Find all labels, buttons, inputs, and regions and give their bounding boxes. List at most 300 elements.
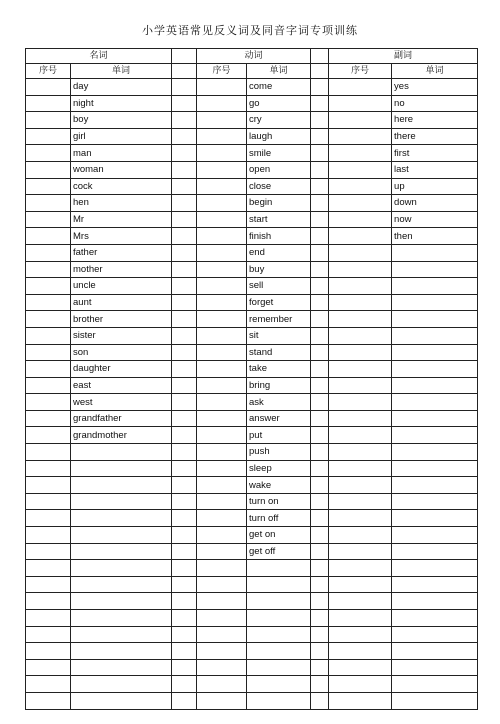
adverb-index-cell [329, 593, 392, 610]
adverb-index-cell [329, 161, 392, 178]
table-row [26, 427, 478, 444]
spacer-cell [311, 178, 329, 195]
spacer-cell [311, 128, 329, 145]
adverb-index-cell [329, 278, 392, 295]
spacer-cell [172, 543, 197, 560]
noun-index-cell [26, 145, 71, 162]
adverb-word-cell [392, 676, 478, 693]
adverb-word-cell [392, 593, 478, 610]
spacer-cell [311, 228, 329, 245]
noun-index-cell [26, 261, 71, 278]
spacer-cell [172, 344, 197, 361]
noun-index-cell [26, 79, 71, 96]
spacer-cell [311, 145, 329, 162]
spacer-cell [311, 278, 329, 295]
spacer-cell [311, 543, 329, 560]
spacer-cell [311, 643, 329, 660]
verb-word-cell [247, 692, 311, 709]
adverb-index-cell [329, 610, 392, 627]
noun-word-cell: hen [71, 195, 172, 212]
spacer-cell [311, 510, 329, 527]
noun-index-cell [26, 294, 71, 311]
verb-index-cell [197, 410, 247, 427]
verb-index-cell [197, 79, 247, 96]
adverb-index-cell [329, 659, 392, 676]
noun-word-cell [71, 659, 172, 676]
noun-index-cell [26, 95, 71, 112]
adverb-word-cell [392, 610, 478, 627]
spacer-cell [311, 460, 329, 477]
table-row [26, 643, 478, 660]
verb-index-cell [197, 178, 247, 195]
noun-word-cell: west [71, 394, 172, 411]
noun-index-cell [26, 211, 71, 228]
verb-word-cell: push [247, 444, 311, 461]
noun-index-cell [26, 377, 71, 394]
noun-index-cell [26, 112, 71, 129]
index-header: 序号 [197, 64, 247, 79]
noun-word-cell: aunt [71, 294, 172, 311]
noun-index-cell [26, 560, 71, 577]
spacer-cell [311, 49, 329, 64]
noun-word-cell: night [71, 95, 172, 112]
verb-index-cell [197, 394, 247, 411]
adverb-index-cell [329, 692, 392, 709]
verb-word-cell [247, 560, 311, 577]
verb-index-cell [197, 643, 247, 660]
verb-word-cell: start [247, 211, 311, 228]
adverb-index-cell [329, 410, 392, 427]
spacer-cell [172, 244, 197, 261]
verb-index-cell [197, 195, 247, 212]
adverb-word-cell [392, 560, 478, 577]
adverb-index-cell [329, 145, 392, 162]
verb-index-cell [197, 626, 247, 643]
noun-word-cell: cock [71, 178, 172, 195]
adverb-word-cell [392, 261, 478, 278]
spacer-cell [311, 195, 329, 212]
noun-word-cell [71, 477, 172, 494]
table-row [26, 626, 478, 643]
table-row [26, 527, 478, 544]
noun-index-cell [26, 643, 71, 660]
verb-index-cell [197, 427, 247, 444]
noun-word-cell [71, 560, 172, 577]
adverb-index-cell [329, 311, 392, 328]
spacer-cell [172, 444, 197, 461]
noun-word-cell [71, 676, 172, 693]
verb-word-cell: turn on [247, 493, 311, 510]
spacer-cell [311, 427, 329, 444]
noun-word-cell: girl [71, 128, 172, 145]
spacer-cell [311, 610, 329, 627]
adverb-word-cell [392, 576, 478, 593]
noun-word-cell: father [71, 244, 172, 261]
spacer-cell [311, 361, 329, 378]
noun-index-cell [26, 394, 71, 411]
adverb-word-cell: first [392, 145, 478, 162]
spacer-cell [311, 626, 329, 643]
spacer-cell [172, 510, 197, 527]
adverb-index-cell [329, 560, 392, 577]
adverb-index-cell [329, 344, 392, 361]
adverb-index-cell [329, 228, 392, 245]
spacer-cell [172, 211, 197, 228]
noun-word-cell: Mrs [71, 228, 172, 245]
spacer-cell [172, 377, 197, 394]
verb-index-cell [197, 261, 247, 278]
table-row [26, 692, 478, 709]
verb-index-cell [197, 560, 247, 577]
noun-index-cell [26, 593, 71, 610]
noun-word-cell [71, 626, 172, 643]
adverb-word-cell [392, 626, 478, 643]
table-row [26, 460, 478, 477]
spacer-cell [172, 361, 197, 378]
spacer-cell [311, 477, 329, 494]
verb-word-cell: close [247, 178, 311, 195]
adverb-index-cell [329, 477, 392, 494]
adverb-index-cell [329, 327, 392, 344]
noun-index-cell [26, 576, 71, 593]
table-row [26, 444, 478, 461]
verb-word-cell: cry [247, 112, 311, 129]
verb-index-cell [197, 161, 247, 178]
spacer-cell [172, 95, 197, 112]
noun-word-cell: son [71, 344, 172, 361]
spacer-cell [172, 261, 197, 278]
adverb-word-cell: here [392, 112, 478, 129]
adverb-index-cell [329, 79, 392, 96]
verb-index-cell [197, 510, 247, 527]
spacer-cell [172, 327, 197, 344]
spacer-cell [311, 294, 329, 311]
verb-word-cell: begin [247, 195, 311, 212]
adverb-word-cell [392, 527, 478, 544]
noun-index-cell [26, 244, 71, 261]
adverb-index-cell [329, 178, 392, 195]
verb-word-cell: laugh [247, 128, 311, 145]
noun-word-cell: woman [71, 161, 172, 178]
spacer-cell [172, 178, 197, 195]
noun-word-cell: man [71, 145, 172, 162]
noun-index-cell [26, 493, 71, 510]
table-row [26, 477, 478, 494]
spacer-cell [311, 659, 329, 676]
noun-word-cell: daughter [71, 361, 172, 378]
adverb-word-cell [392, 294, 478, 311]
adverb-word-cell: no [392, 95, 478, 112]
table-row [26, 410, 478, 427]
noun-index-cell [26, 427, 71, 444]
adverb-word-cell [392, 244, 478, 261]
verb-index-cell [197, 211, 247, 228]
verb-word-cell: end [247, 244, 311, 261]
adverb-word-cell: now [392, 211, 478, 228]
adverb-index-cell [329, 361, 392, 378]
verb-index-cell [197, 477, 247, 494]
spacer-cell [311, 493, 329, 510]
spacer-cell [172, 394, 197, 411]
group-header-adverbs: 副词 [329, 49, 478, 64]
spacer-cell [311, 344, 329, 361]
table-row [26, 261, 478, 278]
table-row [26, 543, 478, 560]
spacer-cell [311, 676, 329, 693]
noun-word-cell: Mr [71, 211, 172, 228]
verb-index-cell [197, 692, 247, 709]
verb-word-cell: smile [247, 145, 311, 162]
verb-word-cell [247, 659, 311, 676]
word-header: 单词 [71, 64, 172, 79]
word-header: 单词 [247, 64, 311, 79]
adverb-index-cell [329, 294, 392, 311]
adverb-word-cell [392, 377, 478, 394]
verb-word-cell: wake [247, 477, 311, 494]
noun-word-cell [71, 444, 172, 461]
table-row [26, 560, 478, 577]
adverb-index-cell [329, 195, 392, 212]
verb-word-cell: get on [247, 527, 311, 544]
noun-index-cell [26, 460, 71, 477]
verb-index-cell [197, 377, 247, 394]
spacer-cell [311, 79, 329, 96]
noun-word-cell: day [71, 79, 172, 96]
verb-index-cell [197, 128, 247, 145]
noun-index-cell [26, 543, 71, 560]
table-row [26, 493, 478, 510]
noun-index-cell [26, 161, 71, 178]
noun-index-cell [26, 128, 71, 145]
verb-word-cell: open [247, 161, 311, 178]
spacer-cell [172, 49, 197, 64]
spacer-cell [311, 95, 329, 112]
adverb-index-cell [329, 261, 392, 278]
table-row [26, 576, 478, 593]
verb-index-cell [197, 95, 247, 112]
noun-index-cell [26, 178, 71, 195]
table-row [26, 676, 478, 693]
adverb-word-cell [392, 692, 478, 709]
noun-index-cell [26, 311, 71, 328]
spacer-cell [172, 112, 197, 129]
noun-index-cell [26, 692, 71, 709]
noun-word-cell: grandfather [71, 410, 172, 427]
spacer-cell [311, 112, 329, 129]
verb-index-cell [197, 112, 247, 129]
noun-word-cell: uncle [71, 278, 172, 295]
verb-word-cell: buy [247, 261, 311, 278]
noun-index-cell [26, 278, 71, 295]
table-row [26, 294, 478, 311]
table-row [26, 244, 478, 261]
noun-word-cell: sister [71, 327, 172, 344]
spacer-cell [311, 161, 329, 178]
spacer-cell [311, 576, 329, 593]
table-row [26, 112, 478, 129]
table-row [26, 228, 478, 245]
adverb-word-cell: then [392, 228, 478, 245]
adverb-word-cell [392, 427, 478, 444]
verb-index-cell [197, 244, 247, 261]
adverb-index-cell [329, 676, 392, 693]
table-row [26, 361, 478, 378]
spacer-cell [172, 659, 197, 676]
table-row [26, 79, 478, 96]
verb-index-cell [197, 327, 247, 344]
spacer-cell [172, 145, 197, 162]
noun-word-cell [71, 643, 172, 660]
spacer-cell [311, 244, 329, 261]
verb-index-cell [197, 311, 247, 328]
verb-index-cell [197, 676, 247, 693]
page-title: 小学英语常见反义词及同音字词专项训练 [142, 24, 358, 37]
spacer-cell [172, 228, 197, 245]
spacer-cell [172, 460, 197, 477]
table-row [26, 195, 478, 212]
adverb-index-cell [329, 626, 392, 643]
spacer-cell [172, 643, 197, 660]
noun-index-cell [26, 510, 71, 527]
verb-word-cell: answer [247, 410, 311, 427]
spacer-cell [172, 161, 197, 178]
adverb-index-cell [329, 427, 392, 444]
verb-word-cell: come [247, 79, 311, 96]
spacer-cell [172, 576, 197, 593]
group-header-verbs: 动词 [197, 49, 311, 64]
verb-word-cell: bring [247, 377, 311, 394]
verb-word-cell: stand [247, 344, 311, 361]
spacer-cell [172, 626, 197, 643]
verb-index-cell [197, 361, 247, 378]
adverb-index-cell [329, 211, 392, 228]
noun-word-cell [71, 527, 172, 544]
verb-word-cell [247, 593, 311, 610]
table-row [26, 128, 478, 145]
adverb-word-cell [392, 344, 478, 361]
adverb-index-cell [329, 112, 392, 129]
adverb-word-cell [392, 311, 478, 328]
noun-index-cell [26, 527, 71, 544]
table-row [26, 377, 478, 394]
group-header-row [26, 49, 478, 64]
adverb-word-cell [392, 493, 478, 510]
adverb-index-cell [329, 394, 392, 411]
adverb-word-cell [392, 361, 478, 378]
adverb-index-cell [329, 95, 392, 112]
spacer-cell [172, 692, 197, 709]
verb-index-cell [197, 543, 247, 560]
spacer-cell [311, 593, 329, 610]
table-row [26, 510, 478, 527]
noun-index-cell [26, 327, 71, 344]
adverb-index-cell [329, 510, 392, 527]
spacer-cell [172, 676, 197, 693]
verb-index-cell [197, 659, 247, 676]
table-row [26, 95, 478, 112]
spacer-cell [172, 294, 197, 311]
noun-index-cell [26, 676, 71, 693]
adverb-index-cell [329, 377, 392, 394]
table-row [26, 593, 478, 610]
noun-index-cell [26, 195, 71, 212]
verb-index-cell [197, 610, 247, 627]
spacer-cell [172, 195, 197, 212]
table-row [26, 145, 478, 162]
verb-word-cell [247, 610, 311, 627]
group-header-nouns: 名词 [26, 49, 172, 64]
noun-word-cell [71, 510, 172, 527]
verb-word-cell: get off [247, 543, 311, 560]
spacer-cell [172, 311, 197, 328]
adverb-index-cell [329, 493, 392, 510]
verb-word-cell: take [247, 361, 311, 378]
verb-word-cell: put [247, 427, 311, 444]
word-header: 单词 [392, 64, 478, 79]
spacer-cell [311, 64, 329, 79]
verb-word-cell: forget [247, 294, 311, 311]
spacer-cell [172, 410, 197, 427]
verb-index-cell [197, 145, 247, 162]
noun-word-cell: mother [71, 261, 172, 278]
table-row [26, 178, 478, 195]
adverb-index-cell [329, 543, 392, 560]
spacer-cell [172, 427, 197, 444]
index-header: 序号 [26, 64, 71, 79]
noun-index-cell [26, 410, 71, 427]
verb-index-cell [197, 460, 247, 477]
noun-word-cell [71, 493, 172, 510]
adverb-index-cell [329, 576, 392, 593]
table-row [26, 394, 478, 411]
table-row [26, 311, 478, 328]
spacer-cell [172, 593, 197, 610]
verb-index-cell [197, 294, 247, 311]
verb-index-cell [197, 344, 247, 361]
adverb-index-cell [329, 643, 392, 660]
index-header: 序号 [329, 64, 392, 79]
adverb-index-cell [329, 244, 392, 261]
verb-index-cell [197, 593, 247, 610]
spacer-cell [311, 394, 329, 411]
spacer-cell [311, 560, 329, 577]
subheader-row [26, 64, 478, 79]
adverb-index-cell [329, 444, 392, 461]
adverb-index-cell [329, 460, 392, 477]
adverb-word-cell [392, 510, 478, 527]
verb-word-cell: go [247, 95, 311, 112]
adverb-word-cell: yes [392, 79, 478, 96]
verb-word-cell: turn off [247, 510, 311, 527]
verb-word-cell: remember [247, 311, 311, 328]
noun-word-cell [71, 593, 172, 610]
adverb-word-cell [392, 477, 478, 494]
noun-index-cell [26, 444, 71, 461]
adverb-index-cell [329, 527, 392, 544]
noun-index-cell [26, 344, 71, 361]
adverb-word-cell: up [392, 178, 478, 195]
adverb-word-cell [392, 643, 478, 660]
verb-index-cell [197, 527, 247, 544]
noun-index-cell [26, 361, 71, 378]
spacer-cell [172, 128, 197, 145]
noun-word-cell [71, 692, 172, 709]
adverb-word-cell [392, 444, 478, 461]
spacer-cell [311, 692, 329, 709]
table-row [26, 211, 478, 228]
table-row [26, 659, 478, 676]
adverb-word-cell [392, 410, 478, 427]
